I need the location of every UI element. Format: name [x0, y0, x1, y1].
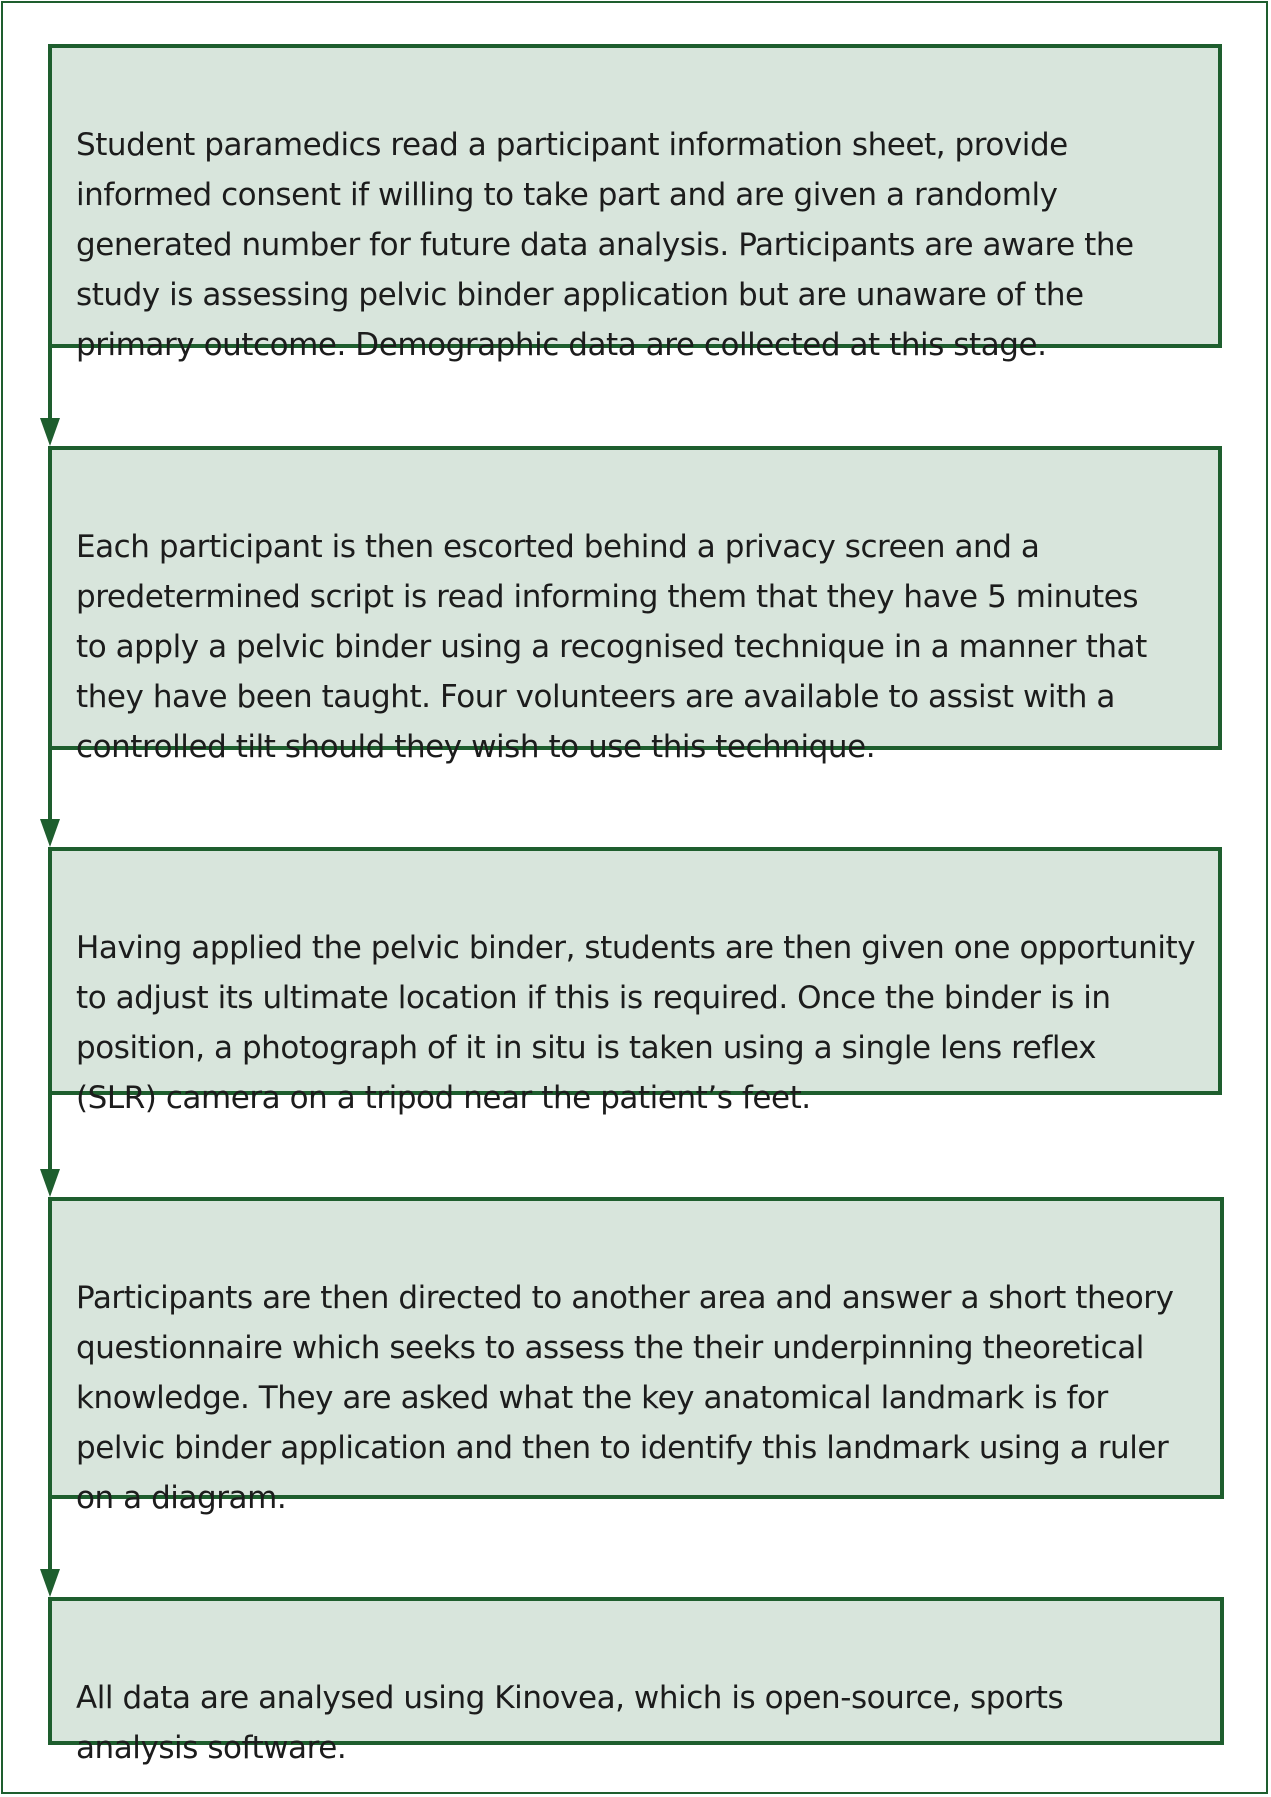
- step-text-consent: Student paramedics read a participant information sheet, provide informed consent if willing to take part and are given a randomly generated number for future data analysis. Participants are aware the study is assessing pelvic binder application but are unaware of the primary outcome. Demographic data are collected at this stage.: [76, 127, 1134, 363]
- step-box-consent: [48, 44, 1222, 363]
- step-box-photograph: [48, 847, 1222, 1116]
- step-box-analysis: [48, 1597, 1224, 1766]
- step-box-questionnaire: [48, 1197, 1224, 1516]
- step-text-photograph: Having applied the pelvic binder, students are then given one opportunity to adjust its ultimate location if this is required. Once the binder is in position, a photograph of it in situ is taken using a single lens reflex (SLR) camera on a tripod near the patient’s feet.: [76, 930, 1196, 1116]
- step-text-binder-application: Each participant is then escorted behind a privacy screen and a predetermined script is read informing them that they have 5 minutes to apply a pelvic binder using a recognised technique in a manner that they have been taught. Four volunteers are available to assist with a controlled tilt should they wish to use this technique.: [76, 529, 1147, 765]
- step-text-questionnaire: Participants are then directed to another area and answer a short theory questionnaire which seeks to assess the their underpinning theoretical knowledge. They are asked what the key anatomical landmark is for pelvic binder application and then to identify this landmark using a ruler on a diagram.: [76, 1280, 1174, 1516]
- step-box-binder-application: [48, 446, 1222, 765]
- step-text-analysis: All data are analysed using Kinovea, which is open-source, sports analysis software.: [76, 1680, 1064, 1766]
